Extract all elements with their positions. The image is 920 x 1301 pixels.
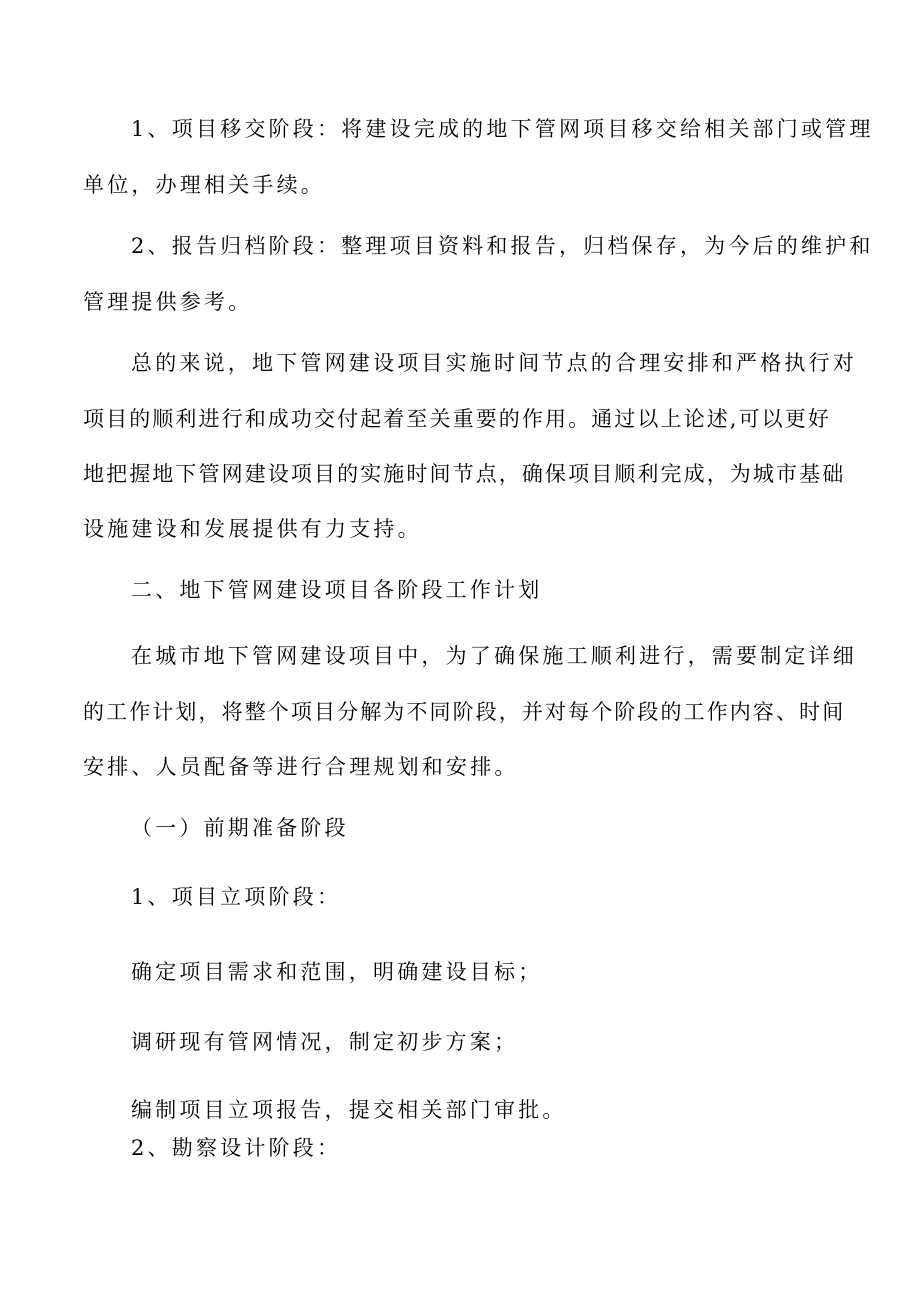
text-line: 安排、人员配备等进行合理规划和安排。	[83, 755, 519, 779]
text-line: 总的来说，地下管网建设项目实施时间节点的合理安排和严格执行对	[131, 351, 857, 375]
text-line: 2、勘察设计阶段：	[131, 1136, 342, 1160]
text-line: 在城市地下管网建设项目中，为了确保施工顺利进行，需要制定详细	[131, 644, 857, 668]
text-line: 确定项目需求和范围，明确建设目标；	[131, 960, 543, 984]
text-line: 2、报告归档阶段：整理项目资料和报告，归档保存，为今后的维护和	[131, 234, 874, 258]
text-line: 的工作计划，将整个项目分解为不同阶段，并对每个阶段的工作内容、时间	[83, 700, 846, 724]
text-line: 二、地下管网建设项目各阶段工作计划	[131, 578, 543, 602]
text-line: （一）前期准备阶段	[131, 816, 349, 840]
text-line: 调研现有管网情况，制定初步方案；	[131, 1030, 519, 1054]
text-line: 设施建设和发展提供有力支持。	[83, 517, 422, 541]
text-line: 编制项目立项报告，提交相关部门审批。	[131, 1098, 567, 1122]
text-line: 地把握地下管网建设项目的实施时间节点，确保项目顺利完成，为城市基础	[83, 462, 846, 486]
text-line: 项目的顺利进行和成功交付起着至关重要的作用。通过以上论述,可以更好	[83, 407, 831, 431]
text-line: 1、项目移交阶段：将建设完成的地下管网项目移交给相关部门或管理	[131, 117, 874, 141]
text-line: 单位，办理相关手续。	[83, 173, 325, 197]
text-line: 管理提供参考。	[83, 290, 253, 314]
text-line: 1、项目立项阶段：	[131, 885, 342, 909]
